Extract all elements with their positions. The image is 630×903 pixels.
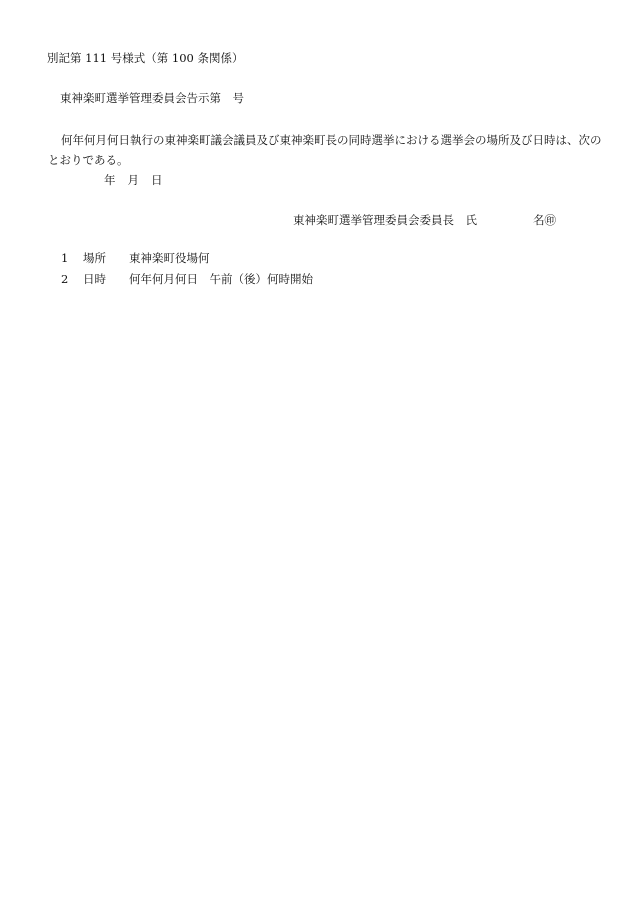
list-item	[61, 271, 313, 288]
form-reference: 別記第 111 号様式（第 100 条関係）	[47, 51, 244, 65]
body-paragraph: 何年何月何日執行の東神楽町議会議員及び東神楽町長の同時選挙における選挙会の場所及び日時は、次のとおりである。	[48, 133, 602, 167]
item-number: 2	[61, 272, 69, 286]
item-label: 場所	[83, 251, 106, 265]
item-label: 日時	[83, 272, 106, 286]
list-item	[61, 250, 210, 267]
day-label: 日	[151, 173, 163, 187]
signature-line	[293, 212, 556, 229]
item-value: 東神楽町役場何	[129, 251, 210, 265]
item-number: 1	[61, 251, 69, 265]
signature-name-seal: 名㊞	[533, 213, 556, 227]
month-label: 月	[127, 173, 139, 187]
year-label: 年	[104, 173, 116, 187]
date-line	[104, 172, 175, 189]
signature-title: 東神楽町選挙管理委員会委員長 氏	[293, 213, 477, 227]
notice-title: 東神楽町選挙管理委員会告示第 号	[60, 91, 244, 105]
item-value: 何年何月何日 午前（後）何時開始	[129, 272, 313, 286]
